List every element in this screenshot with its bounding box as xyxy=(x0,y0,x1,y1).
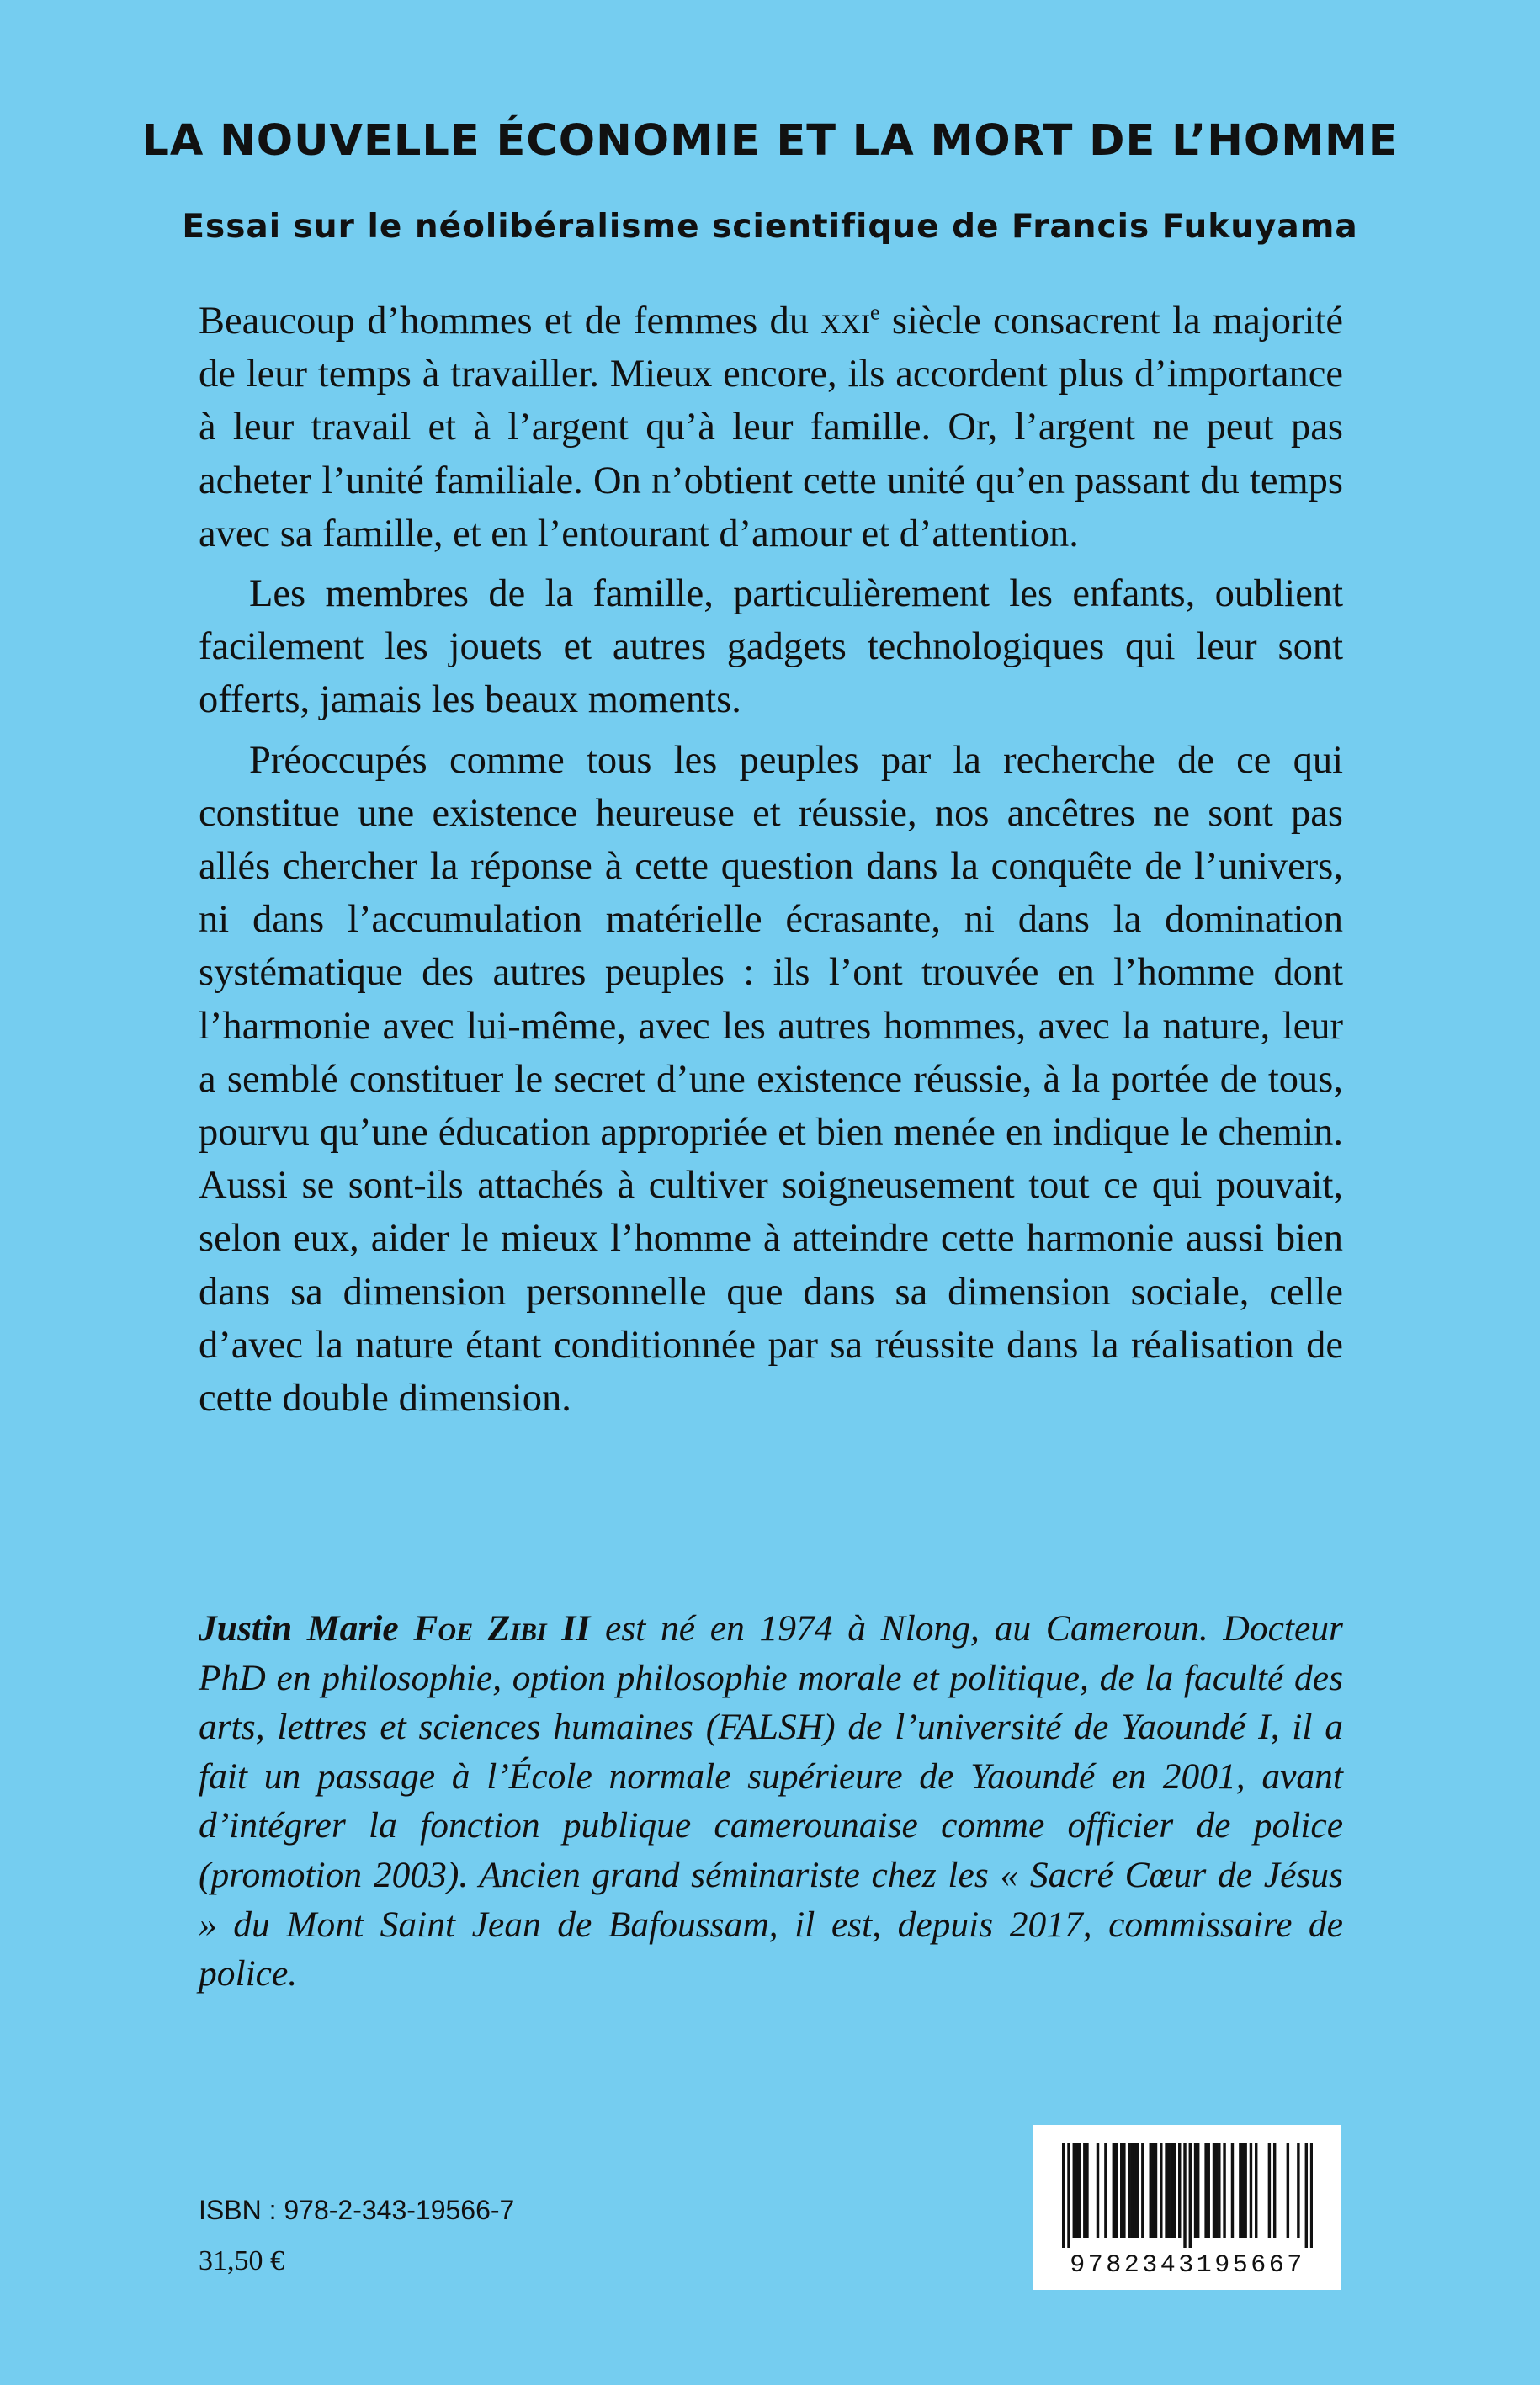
author-bio-text: est né en 1974 à Nlong, au Cameroun. Docteur PhD en philosophie, option philosophie morale et politique, de la faculté des arts, lettres et sciences humaines (FALSH) de l’université de Yaoundé I, il a fait un passage à l’École normale supérieure de Yaoundé en 2001, avant d’intégrer la fonction publique camerounaise comme officier de police (promotion 2003). Ancien grand séminariste chez les « Sacré Cœur de Jésus » du Mont Saint Jean de Bafoussam, il est, depuis 2017, commissaire de police. xyxy=(199,1608,1343,1995)
barcode-bar xyxy=(1078,2143,1081,2238)
barcode-bar xyxy=(1173,2143,1176,2238)
barcode-digits: 9782343195667 xyxy=(1070,2251,1305,2280)
barcode-bar xyxy=(1194,2143,1197,2238)
barcode-bar xyxy=(1160,2143,1162,2238)
barcode-bar xyxy=(1171,2143,1173,2238)
barcode-bar xyxy=(1213,2143,1215,2238)
barcode-bar xyxy=(1255,2143,1257,2238)
barcode-bar xyxy=(1067,2143,1070,2248)
author-surname: Foe Zibi II xyxy=(413,1608,591,1649)
barcode-bar xyxy=(1287,2143,1289,2238)
barcode-bar xyxy=(1128,2143,1130,2238)
blurb-paragraph-1 xyxy=(199,295,1343,560)
barcode-bar xyxy=(1268,2143,1271,2238)
blurb-p1-end: siècle consacrent la majorité de leur temps à travailler. Mieux encore, ils accordent plus d’importance à leur travail et à l’argent qu’à leur famille. Or, l’argent ne peut pas acheter l’unité familiale. On n’obtient cette unité qu’en passant du temps avec sa famille, et en l’entourant d’amour et d’attention. xyxy=(199,300,1344,555)
barcode-bar xyxy=(1141,2143,1144,2238)
barcode-bar xyxy=(1197,2143,1199,2238)
barcode-bar xyxy=(1131,2143,1134,2238)
isbn-label: ISBN : 978-2-343-19566-7 xyxy=(199,2195,515,2225)
barcode-bars xyxy=(1062,2143,1313,2248)
blurb-paragraph-3: Préoccupés comme tous les peuples par la recherche de ce qui constitue une existence heureuse et réussie, nos ancêtres ne sont pas allés chercher la réponse à cette question dans la conquête de l’univers, ni dans l’accumulation matérielle écrasante, ni dans la domination systématique des autres peuples : ils l’ont trouvée en l’homme dont l’harmonie avec lui-même, avec les autres hommes, avec la nature, leur a semblé constituer le secret d’une existence réussie, à la portée de tous, pourvu qu’une éducation appropriée et bien menée en indique le chemin. Aussi se sont-ils attachés à cultiver soigneusement tout ce qui pouvait, selon eux, aider le mieux l’homme à atteindre cette harmonie aussi bien dans sa dimension personnelle que dans sa dimension sociale, celle d’avec la nature étant conditionnée par sa réussite dans la réalisation de cette double dimension. xyxy=(199,738,1343,1421)
barcode-bar xyxy=(1155,2143,1157,2238)
barcode-bar xyxy=(1136,2143,1139,2238)
barcode-bar xyxy=(1183,2143,1186,2248)
barcode-bar xyxy=(1104,2143,1107,2238)
barcode-bar xyxy=(1178,2143,1181,2238)
barcode-bar xyxy=(1134,2143,1136,2238)
barcode-bar xyxy=(1305,2143,1308,2248)
book-subtitle: Essai sur le néolibéralisme scientifique de Francis Fukuyama xyxy=(182,208,1358,246)
barcode-bar xyxy=(1097,2143,1099,2238)
barcode-bar xyxy=(1241,2143,1244,2238)
barcode-bar xyxy=(1113,2143,1115,2238)
barcode-bar xyxy=(1215,2143,1218,2238)
barcode-bar xyxy=(1218,2143,1220,2238)
barcode xyxy=(1033,2125,1341,2290)
barcode-bar xyxy=(1204,2143,1207,2238)
barcode-bar xyxy=(1310,2143,1313,2248)
author-bio-paragraph xyxy=(199,1604,1343,1999)
barcode-bar xyxy=(1086,2143,1088,2238)
author-bio xyxy=(199,1604,1343,1999)
barcode-bar xyxy=(1083,2143,1086,2238)
barcode-bar xyxy=(1189,2143,1192,2248)
barcode-bar xyxy=(1250,2143,1252,2238)
barcode-bar xyxy=(1273,2143,1276,2238)
barcode-bar xyxy=(1150,2143,1152,2238)
blurb-p1-start: Beaucoup d’hommes et de femmes du xyxy=(199,300,821,343)
barcode-bar xyxy=(1223,2143,1225,2238)
author-first-names: Justin Marie xyxy=(199,1608,414,1649)
barcode-bar xyxy=(1073,2143,1075,2238)
barcode-bar xyxy=(1152,2143,1155,2238)
blurb xyxy=(199,295,1343,1425)
barcode-bar xyxy=(1062,2143,1065,2248)
book-title: LA NOUVELLE ÉCONOMIE ET LA MORT DE L’HOMME xyxy=(141,116,1399,166)
century-numeral: xxi xyxy=(820,300,870,343)
barcode-bar xyxy=(1244,2143,1246,2238)
barcode-bar xyxy=(1297,2143,1299,2238)
barcode-bar xyxy=(1239,2143,1241,2238)
barcode-bar xyxy=(1208,2143,1210,2238)
barcode-bar xyxy=(1120,2143,1123,2238)
barcode-bar xyxy=(1231,2143,1234,2238)
barcode-bar xyxy=(1167,2143,1170,2238)
barcode-bar xyxy=(1123,2143,1125,2238)
blurb-paragraph-2: Les membres de la famille, particulièrement les enfants, oublient facilement les jouets et autres gadgets technologiques qui leur sont offerts, jamais les beaux moments. xyxy=(199,572,1343,722)
author-name xyxy=(199,1608,590,1649)
century-superscript: e xyxy=(870,300,880,325)
barcode-bar xyxy=(1075,2143,1078,2238)
price-label: 31,50 € xyxy=(199,2245,284,2276)
barcode-bar xyxy=(1165,2143,1167,2238)
barcode-bar xyxy=(1115,2143,1118,2238)
